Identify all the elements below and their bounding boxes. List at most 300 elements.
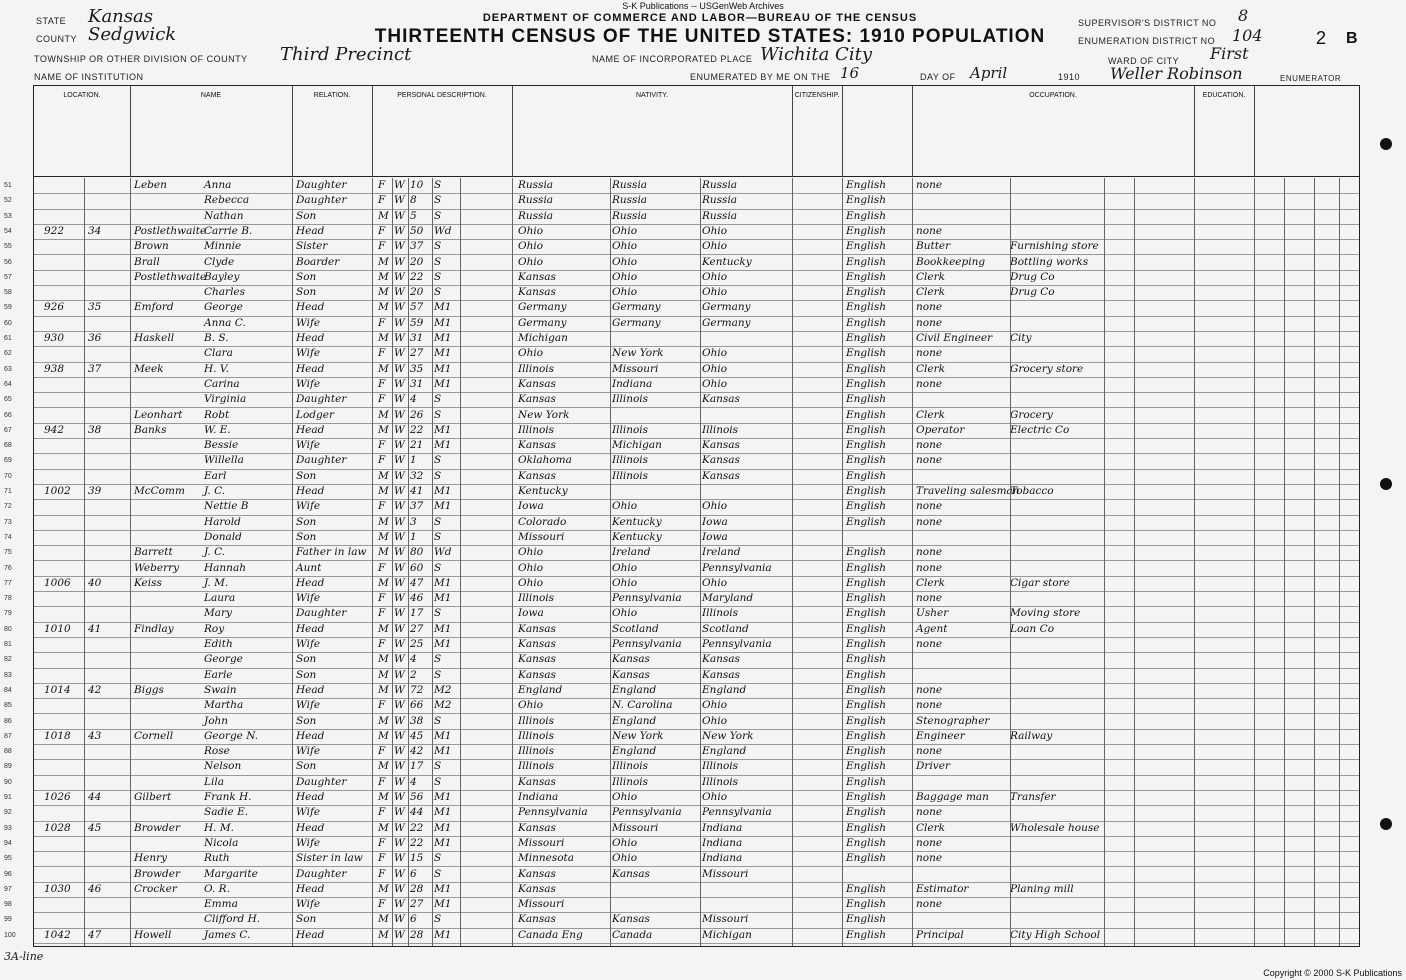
cell-age: 41 bbox=[410, 485, 424, 497]
cell-sex: M bbox=[378, 622, 389, 635]
cell-ind bbox=[1010, 652, 1102, 667]
cell-rel: Daughter bbox=[296, 393, 347, 406]
cell-trade: none bbox=[916, 852, 943, 865]
line-number: 95 bbox=[4, 855, 12, 863]
cell-birth: Kansas bbox=[518, 286, 556, 299]
cell-house bbox=[44, 377, 84, 392]
cell-house bbox=[44, 851, 84, 866]
cell-fam bbox=[88, 316, 128, 331]
cell-sex: F bbox=[378, 745, 386, 758]
cell-given: Clyde bbox=[204, 255, 235, 268]
cell-ms: S bbox=[434, 561, 442, 574]
cell-sex: M bbox=[378, 530, 389, 543]
cell-surname bbox=[134, 652, 204, 667]
column-rule bbox=[1284, 178, 1285, 946]
cell-mother: Missouri bbox=[702, 913, 749, 926]
table-row bbox=[4, 484, 1359, 500]
cell-race: W bbox=[394, 469, 405, 482]
enumerated-day: 16 bbox=[840, 64, 860, 82]
cell-mother bbox=[702, 897, 790, 912]
cell-age: 17 bbox=[410, 607, 424, 620]
cell-rel: Son bbox=[296, 653, 317, 666]
cell-trade: none bbox=[916, 546, 943, 559]
cell-birth: Germany bbox=[518, 316, 567, 329]
cell-lang: English bbox=[846, 668, 887, 681]
cell-sex: F bbox=[378, 592, 386, 605]
cell-sex: M bbox=[378, 729, 389, 742]
cell-ms: S bbox=[434, 867, 442, 880]
cell-sex: M bbox=[378, 408, 389, 421]
cell-rel: Head bbox=[296, 301, 325, 314]
cell-age: 38 bbox=[410, 714, 424, 727]
cell-given: Laura bbox=[204, 592, 236, 605]
cell-mother: Maryland bbox=[702, 592, 754, 605]
cell-trade: Clerk bbox=[916, 408, 945, 421]
cell-lang: English bbox=[846, 745, 887, 758]
cell-ind bbox=[1010, 851, 1102, 866]
cell-fam: 39 bbox=[88, 485, 102, 497]
cell-lang: English bbox=[846, 607, 887, 620]
table-row bbox=[4, 346, 1359, 362]
cell-age: 20 bbox=[410, 255, 424, 268]
cell-ind: Bottling works bbox=[1010, 255, 1089, 268]
cell-fam: 38 bbox=[88, 423, 102, 436]
cell-fam bbox=[88, 668, 128, 683]
cell-sex: F bbox=[378, 867, 386, 880]
cell-trade: Usher bbox=[916, 607, 949, 620]
cell-lang: English bbox=[846, 240, 887, 253]
cell-age: 22 bbox=[410, 423, 424, 436]
cell-ind: Furnishing store bbox=[1010, 240, 1099, 253]
cell-mother: Ohio bbox=[702, 699, 728, 712]
cell-race: W bbox=[394, 836, 405, 849]
line-number: 77 bbox=[4, 579, 12, 587]
cell-age: 31 bbox=[410, 377, 424, 390]
col-occupation-header: OCCUPATION. bbox=[912, 86, 1195, 176]
cell-ind bbox=[1010, 316, 1102, 331]
line-number: 60 bbox=[4, 319, 12, 327]
line-number: 58 bbox=[4, 289, 12, 297]
cell-sex: F bbox=[378, 561, 386, 574]
cell-mother: Ohio bbox=[702, 500, 728, 513]
cell-race: W bbox=[394, 270, 405, 283]
cell-lang: English bbox=[846, 683, 887, 696]
line-number: 67 bbox=[4, 426, 12, 434]
cell-rel: Head bbox=[296, 332, 325, 344]
column-rule bbox=[1134, 178, 1135, 946]
cell-ind: Grocery bbox=[1010, 408, 1053, 421]
cell-father: Illinois bbox=[612, 454, 649, 467]
cell-sex: M bbox=[378, 928, 389, 941]
ward-value: First bbox=[1210, 44, 1249, 63]
cell-fam: 34 bbox=[88, 224, 102, 237]
table-row bbox=[4, 805, 1359, 821]
cell-sex: M bbox=[378, 270, 389, 283]
cell-lang: English bbox=[846, 852, 887, 865]
cell-ms: S bbox=[434, 653, 442, 666]
cell-given: Nettie B bbox=[204, 500, 249, 513]
cell-surname: Crocker bbox=[134, 882, 177, 895]
table-row bbox=[4, 882, 1359, 898]
cell-age: 17 bbox=[410, 760, 424, 773]
cell-mother: Pennsylvania bbox=[702, 806, 772, 819]
column-rule bbox=[130, 178, 131, 946]
cell-rel: Head bbox=[296, 683, 325, 696]
line-number: 96 bbox=[4, 870, 12, 878]
cell-lang: English bbox=[846, 332, 887, 344]
cell-race: W bbox=[394, 408, 405, 421]
cell-race: W bbox=[394, 561, 405, 574]
cell-trade: none bbox=[916, 301, 943, 314]
cell-sex: M bbox=[378, 576, 389, 589]
cell-rel: Daughter bbox=[296, 194, 347, 207]
cell-father bbox=[612, 897, 700, 912]
cell-birth: Kansas bbox=[518, 882, 556, 895]
cell-surname: Meek bbox=[134, 362, 164, 375]
cell-given: Edith bbox=[204, 638, 233, 650]
cell-ms: S bbox=[434, 775, 442, 788]
col-location-header: LOCATION. bbox=[34, 86, 131, 176]
cell-rel: Head bbox=[296, 576, 325, 589]
cell-given: Carrie B. bbox=[204, 224, 253, 237]
cell-race: W bbox=[394, 699, 405, 712]
cell-house bbox=[44, 346, 84, 361]
cell-trade: Principal bbox=[916, 928, 964, 941]
cell-birth: Ohio bbox=[518, 699, 544, 712]
cell-given: Rose bbox=[204, 745, 230, 758]
cell-age: 35 bbox=[410, 362, 424, 375]
cell-fam: 43 bbox=[88, 729, 102, 742]
cell-father: Kentucky bbox=[612, 515, 662, 528]
cell-birth: Missouri bbox=[518, 898, 565, 911]
cell-father: Ohio bbox=[612, 224, 638, 237]
cell-sex: M bbox=[378, 255, 389, 268]
table-row bbox=[4, 622, 1359, 638]
cell-surname bbox=[134, 606, 204, 621]
cell-rel: Son bbox=[296, 760, 317, 773]
cell-mother: Ohio bbox=[702, 240, 728, 253]
cell-surname bbox=[134, 759, 204, 774]
cell-fam bbox=[88, 193, 128, 208]
cell-lang: English bbox=[846, 622, 887, 635]
cell-surname: Postlethwaite bbox=[134, 270, 207, 283]
cell-house bbox=[44, 775, 84, 790]
institution-label: NAME OF INSTITUTION bbox=[34, 72, 144, 82]
cell-trade: Operator bbox=[916, 423, 965, 436]
cell-sex: M bbox=[378, 760, 389, 773]
cell-mother: Illinois bbox=[702, 775, 739, 788]
cell-lang: English bbox=[846, 179, 887, 191]
cell-ind: Moving store bbox=[1010, 607, 1081, 620]
cell-lang: English bbox=[846, 576, 887, 589]
cell-sex: F bbox=[378, 194, 386, 207]
cell-father: Missouri bbox=[612, 821, 659, 834]
cell-race: W bbox=[394, 592, 405, 605]
binder-hole-icon bbox=[1380, 138, 1392, 150]
cell-birth: Oklahoma bbox=[518, 454, 572, 467]
cell-given: Mary bbox=[204, 607, 232, 620]
cell-race: W bbox=[394, 454, 405, 467]
cell-surname bbox=[134, 515, 204, 530]
table-row bbox=[4, 285, 1359, 301]
col-language-header bbox=[842, 86, 913, 176]
cell-race: W bbox=[394, 393, 405, 406]
cell-house: 1018 bbox=[44, 729, 71, 742]
cell-ind bbox=[1010, 499, 1102, 514]
cell-fam bbox=[88, 255, 128, 270]
cell-ind bbox=[1010, 714, 1102, 729]
cell-birth: Kansas bbox=[518, 469, 556, 482]
cell-age: 3 bbox=[410, 515, 417, 528]
cell-lang: English bbox=[846, 316, 887, 329]
table-row bbox=[4, 821, 1359, 837]
cell-birth: England bbox=[518, 683, 563, 696]
cell-birth: Russia bbox=[518, 194, 554, 207]
cell-ind bbox=[1010, 744, 1102, 759]
cell-father: Kansas bbox=[612, 867, 650, 880]
cell-race: W bbox=[394, 913, 405, 926]
cell-trade: none bbox=[916, 224, 943, 237]
cell-birth: Kansas bbox=[518, 668, 556, 681]
line-number: 80 bbox=[4, 625, 12, 633]
cell-trade: none bbox=[916, 316, 943, 329]
cell-given: Emma bbox=[204, 898, 238, 911]
cell-fam bbox=[88, 698, 128, 713]
cell-race: W bbox=[394, 760, 405, 773]
table-row bbox=[4, 377, 1359, 393]
cell-father: Pennsylvania bbox=[612, 638, 682, 650]
cell-father: Canada bbox=[612, 928, 653, 941]
cell-surname: Emford bbox=[134, 301, 174, 314]
cell-mother: Illinois bbox=[702, 607, 739, 620]
cell-given: Virginia bbox=[204, 393, 247, 406]
table-row bbox=[4, 851, 1359, 867]
cell-birth: Illinois bbox=[518, 423, 555, 436]
cell-ms: S bbox=[434, 515, 442, 528]
cell-age: 1 bbox=[410, 530, 417, 543]
cell-given: Clifford H. bbox=[204, 913, 261, 926]
cell-father: N. Carolina bbox=[612, 699, 673, 712]
table-row bbox=[4, 316, 1359, 332]
cell-fam bbox=[88, 239, 128, 254]
table-row bbox=[4, 790, 1359, 806]
cell-ind: City High School bbox=[1010, 928, 1101, 941]
line-number: 64 bbox=[4, 380, 12, 388]
cell-rel: Daughter bbox=[296, 867, 347, 880]
cell-ind bbox=[1010, 867, 1102, 882]
cell-rel: Aunt bbox=[296, 561, 322, 574]
cell-trade: Clerk bbox=[916, 576, 945, 589]
cell-surname bbox=[134, 530, 204, 545]
cell-ms: Wd bbox=[434, 224, 452, 237]
cell-birth: Kansas bbox=[518, 377, 556, 390]
cell-sex: F bbox=[378, 224, 386, 237]
cell-birth: Colorado bbox=[518, 515, 567, 528]
cell-mother: Iowa bbox=[702, 530, 728, 543]
table-row bbox=[4, 224, 1359, 240]
cell-fam bbox=[88, 637, 128, 652]
cell-ms: M2 bbox=[434, 683, 452, 696]
cell-race: W bbox=[394, 423, 405, 436]
enumerator-label: ENUMERATOR bbox=[1280, 74, 1342, 83]
table-row bbox=[4, 515, 1359, 531]
cell-father: Ohio bbox=[612, 607, 638, 620]
cell-ms: Wd bbox=[434, 546, 452, 559]
cell-race: W bbox=[394, 729, 405, 742]
cell-sex: F bbox=[378, 898, 386, 911]
cell-mother: Indiana bbox=[702, 836, 743, 849]
cell-fam bbox=[88, 530, 128, 545]
cell-father: Germany bbox=[612, 316, 661, 329]
cell-fam: 45 bbox=[88, 821, 102, 834]
cell-sex: M bbox=[378, 913, 389, 926]
cell-ind: Transfer bbox=[1010, 791, 1056, 803]
cell-given: Bayley bbox=[204, 270, 240, 283]
cell-father: Ohio bbox=[612, 255, 638, 268]
cell-mother: New York bbox=[702, 729, 754, 742]
cell-lang: English bbox=[846, 821, 887, 834]
table-row bbox=[4, 897, 1359, 913]
cell-trade: none bbox=[916, 683, 943, 696]
table-row bbox=[4, 683, 1359, 699]
cell-father: Ohio bbox=[612, 500, 638, 513]
cell-lang bbox=[846, 867, 910, 882]
cell-lang: English bbox=[846, 638, 887, 650]
cell-ind bbox=[1010, 453, 1102, 468]
table-row bbox=[4, 729, 1359, 745]
table-row bbox=[4, 530, 1359, 546]
cell-ms: S bbox=[434, 469, 442, 482]
cell-ms: M1 bbox=[434, 622, 452, 635]
table-row bbox=[4, 545, 1359, 561]
cell-fam: 35 bbox=[88, 301, 102, 314]
cell-birth: Minnesota bbox=[518, 852, 575, 865]
cell-fam bbox=[88, 714, 128, 729]
cell-surname: Henry bbox=[134, 852, 168, 865]
cell-trade: none bbox=[916, 638, 943, 650]
cell-ms: S bbox=[434, 194, 442, 207]
cell-house bbox=[44, 270, 84, 285]
cell-surname bbox=[134, 499, 204, 514]
cell-age: 60 bbox=[410, 561, 424, 574]
cell-age: 44 bbox=[410, 806, 424, 819]
cell-age: 8 bbox=[410, 194, 417, 207]
cell-birth: Kansas bbox=[518, 439, 556, 452]
table-row bbox=[4, 637, 1359, 653]
cell-birth: Illinois bbox=[518, 362, 555, 375]
cell-race: W bbox=[394, 806, 405, 819]
cell-age: 22 bbox=[410, 836, 424, 849]
cell-age: 4 bbox=[410, 393, 417, 406]
cell-trade: Clerk bbox=[916, 821, 945, 834]
cell-race: W bbox=[394, 179, 405, 191]
col-citizenship-header: CITIZENSHIP. bbox=[792, 86, 843, 176]
cell-father: Ohio bbox=[612, 270, 638, 283]
cell-rel: Son bbox=[296, 913, 317, 926]
cell-sex: F bbox=[378, 240, 386, 253]
cell-lang: English bbox=[846, 791, 887, 803]
cell-surname: Findlay bbox=[134, 622, 174, 635]
cell-age: 22 bbox=[410, 821, 424, 834]
cell-sex: M bbox=[378, 362, 389, 375]
cell-mother: Kentucky bbox=[702, 255, 752, 268]
cell-trade: Engineer bbox=[916, 729, 965, 742]
cell-age: 2 bbox=[410, 668, 417, 681]
line-number: 71 bbox=[4, 488, 12, 495]
cell-given: Clara bbox=[204, 347, 233, 360]
cell-age: 57 bbox=[410, 301, 424, 314]
cell-sex: M bbox=[378, 301, 389, 314]
cell-surname bbox=[134, 775, 204, 790]
cell-father: England bbox=[612, 745, 657, 758]
cell-birth: Kansas bbox=[518, 821, 556, 834]
cell-house: 1030 bbox=[44, 882, 71, 895]
cell-sex: F bbox=[378, 439, 386, 452]
line-number: 90 bbox=[4, 778, 12, 786]
cell-lang: English bbox=[846, 913, 887, 926]
cell-lang: English bbox=[846, 653, 887, 666]
line-number: 68 bbox=[4, 442, 12, 450]
cell-ms: M1 bbox=[434, 377, 452, 390]
cell-surname: Keiss bbox=[134, 576, 162, 589]
cell-race: W bbox=[394, 255, 405, 268]
cell-fam bbox=[88, 744, 128, 759]
cell-ind bbox=[1010, 637, 1102, 652]
cell-father: Illinois bbox=[612, 775, 649, 788]
cell-lang: English bbox=[846, 423, 887, 436]
cell-rel: Father in law bbox=[296, 546, 367, 559]
cell-rel: Head bbox=[296, 821, 325, 834]
cell-ind bbox=[1010, 224, 1102, 239]
cell-sex: F bbox=[378, 454, 386, 467]
cell-rel: Son bbox=[296, 469, 317, 482]
cell-ms: S bbox=[434, 393, 442, 406]
cell-house bbox=[44, 637, 84, 652]
cell-birth: Ohio bbox=[518, 347, 544, 360]
cell-house bbox=[44, 392, 84, 407]
cell-given: Earle bbox=[204, 668, 233, 681]
cell-mother: England bbox=[702, 745, 747, 758]
cell-given: Swain bbox=[204, 683, 237, 696]
cell-house: 942 bbox=[44, 423, 65, 436]
binder-hole-icon bbox=[1380, 478, 1392, 490]
supervisor-value: 8 bbox=[1238, 6, 1249, 25]
cell-age: 6 bbox=[410, 913, 417, 926]
cell-ms: S bbox=[434, 255, 442, 268]
line-number: 65 bbox=[4, 396, 12, 404]
cell-mother: Germany bbox=[702, 301, 751, 314]
cell-mother: Germany bbox=[702, 316, 751, 329]
table-row bbox=[4, 178, 1359, 194]
cell-ms: M1 bbox=[434, 485, 452, 497]
cell-mother: Pennsylvania bbox=[702, 638, 772, 650]
cell-given: J. C. bbox=[204, 485, 226, 497]
cell-ind bbox=[1010, 530, 1102, 545]
cell-birth: Illinois bbox=[518, 592, 555, 605]
column-rule bbox=[912, 178, 913, 946]
cell-fam: 46 bbox=[88, 882, 102, 895]
cell-birth: Illinois bbox=[518, 729, 555, 742]
cell-ind bbox=[1010, 545, 1102, 560]
cell-house bbox=[44, 178, 84, 193]
cell-race: W bbox=[394, 775, 405, 788]
table-row bbox=[4, 759, 1359, 775]
cell-age: 59 bbox=[410, 316, 424, 329]
cell-birth: Kansas bbox=[518, 393, 556, 406]
cell-given: Carina bbox=[204, 377, 240, 390]
cell-fam bbox=[88, 759, 128, 774]
cell-trade bbox=[916, 867, 1008, 882]
